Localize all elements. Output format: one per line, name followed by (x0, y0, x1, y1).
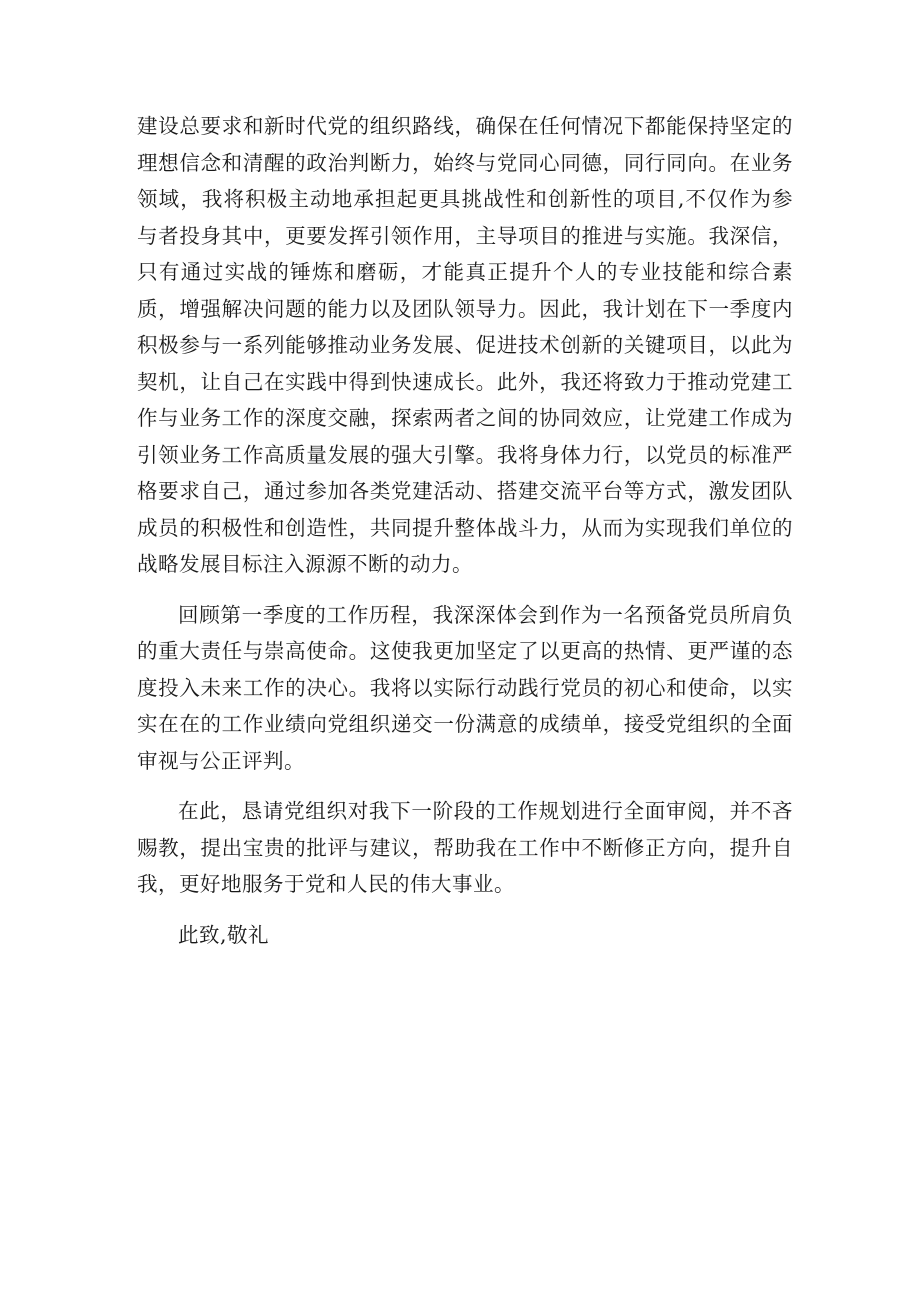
paragraph-review: 回顾第一季度的工作历程，我深深体会到作为一名预备党员所肩负的重大责任与崇高使命。这使我更加坚定了以更高的热情、更严谨的态度投入未来工作的决心。我将以实际行动践行党员的初心和使命，以实实在在的工作业绩向党组织递交一份满意的成绩单，接受党组织的全面审视与公正评判。 (137, 602, 793, 773)
document-body (137, 108, 793, 953)
paragraph-request: 在此，恳请党组织对我下一阶段的工作规划进行全面审阅，并不吝赐教，提出宝贵的批评与建议，帮助我在工作中不断修正方向，提升自我，更好地服务于党和人民的伟大事业。 (137, 799, 793, 896)
closing-salutation: 此致,敬礼 (178, 922, 270, 947)
paragraph-continuation: 建设总要求和新时代党的组织路线，确保在任何情况下都能保持坚定的理想信念和清醒的政治判断力，始终与党同心同德，同行同向。在业务领域，我将积极主动地承担起更具挑战性和创新性的项目,不仅作为参与者投身其中，更要发挥引领作用，主导项目的推进与实施。我深信，只有通过实战的锤炼和磨砺，才能真正提升个人的专业技能和综合素质，增强解决问题的能力以及团队领导力。因此，我计划在下一季度内积极参与一系列能够推动业务发展、促进技术创新的关键项目，以此为契机，让自己在实践中得到快速成长。此外，我还将致力于推动党建工作与业务工作的深度交融，探索两者之间的协同效应，让党建工作成为引领业务工作高质量发展的强大引擎。我将身体力行，以党员的标准严格要求自己，通过参加各类党建活动、搭建交流平台等方式，激发团队成员的积极性和创造性，共同提升整体战斗力，从而为实现我们单位的战略发展目标注入源源不断的动力。 (137, 114, 793, 576)
